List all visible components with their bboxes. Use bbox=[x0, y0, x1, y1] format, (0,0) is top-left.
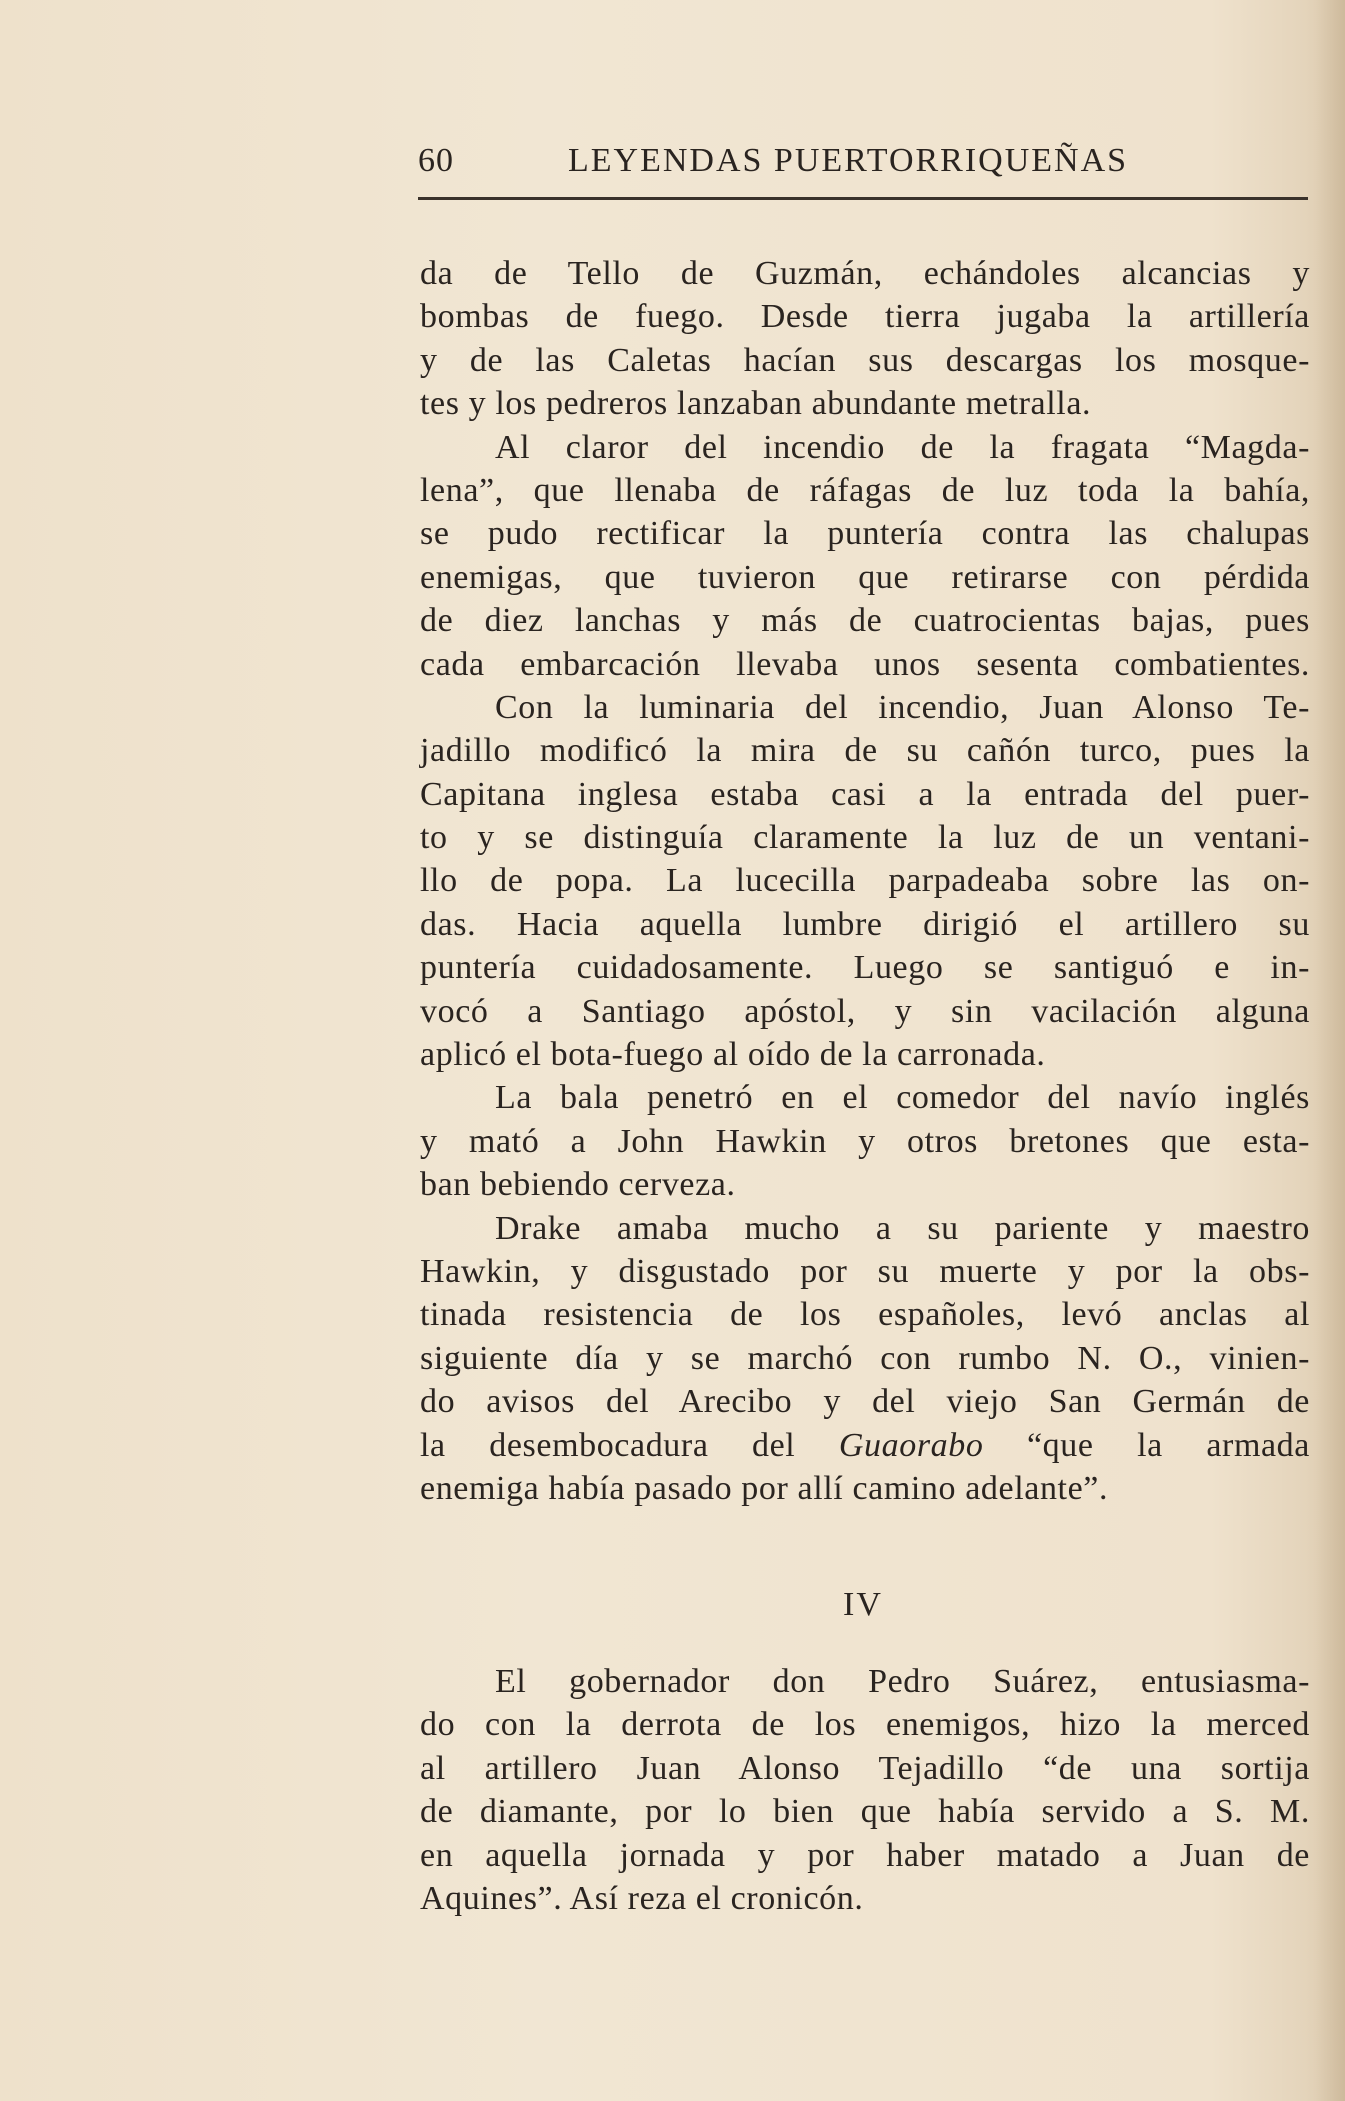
page-header bbox=[418, 142, 1308, 192]
text-line: enemigas, que tuvieron que retirarse con pérdida bbox=[420, 558, 1310, 596]
text-line: Hawkin, y disgustado por su muerte y por la obs- bbox=[420, 1252, 1310, 1290]
section-text bbox=[420, 1660, 1310, 1920]
text-line: enemiga había pasado por allí camino adelante”. bbox=[420, 1469, 1109, 1507]
text-line: da de Tello de Guzmán, echándoles alcancias y bbox=[420, 255, 1310, 292]
text-line: El gobernador don Pedro Suárez, entusiasma- bbox=[495, 1663, 1310, 1700]
text-line: se pudo rectificar la puntería contra las chalupas bbox=[420, 515, 1310, 553]
text-fragment: la desembocadura del bbox=[420, 1426, 796, 1464]
text-line: Al claror del incendio de la fragata “Magda- bbox=[495, 428, 1310, 466]
text-line: al artillero Juan Alonso Tejadillo “de una sortija bbox=[420, 1749, 1310, 1787]
text-line: das. Hacia aquella lumbre dirigió el artillero su bbox=[420, 905, 1310, 943]
text-line: aplicó el bota-fuego al oído de la carronada. bbox=[420, 1036, 1046, 1074]
running-title: LEYENDAS PUERTORRIQUEÑAS bbox=[568, 142, 1129, 179]
text-line: cada embarcación llevaba unos sesenta combatientes. bbox=[420, 645, 1310, 683]
text-line: vocó a Santiago apóstol, y sin vacilación alguna bbox=[420, 992, 1310, 1030]
page-edge-shadow bbox=[1315, 0, 1345, 2101]
text-line: lena”, que llenaba de ráfagas de luz toda la bahía, bbox=[420, 471, 1310, 509]
text-line: to y se distinguía claramente la luz de un ventani- bbox=[420, 819, 1310, 857]
text-line: tes y los pedreros lanzaban abundante metralla. bbox=[420, 385, 1092, 423]
header-rule bbox=[418, 197, 1308, 200]
text-line: La bala penetró en el comedor del navío inglés bbox=[495, 1079, 1310, 1117]
text-line: puntería cuidadosamente. Luego se santiguó e in- bbox=[420, 949, 1310, 987]
text-line: Aquines”. Así reza el cronicón. bbox=[420, 1879, 864, 1917]
text-line: de diez lanchas y más de cuatrocientas bajas, pues bbox=[420, 602, 1310, 640]
text-line: siguiente día y se marchó con rumbo N. O., vinien- bbox=[420, 1339, 1310, 1377]
body-text bbox=[420, 252, 1310, 1510]
section-number: IV bbox=[843, 1586, 883, 1623]
text-line-with-italic bbox=[420, 1424, 1310, 1467]
text-line: y mató a John Hawkin y otros bretones que esta- bbox=[420, 1122, 1310, 1160]
text-line: llo de popa. La lucecilla parpadeaba sobre las on- bbox=[420, 862, 1310, 900]
text-line: y de las Caletas hacían sus descargas los mosque- bbox=[420, 341, 1310, 379]
text-line: do con la derrota de los enemigos, hizo la merced bbox=[420, 1706, 1310, 1744]
text-line: do avisos del Arecibo y del viejo San Germán de bbox=[420, 1383, 1310, 1421]
text-line: jadillo modificó la mira de su cañón turco, pues la bbox=[420, 732, 1310, 770]
text-line: Drake amaba mucho a su pariente y maestro bbox=[495, 1209, 1310, 1247]
text-line: en aquella jornada y por haber matado a Juan de bbox=[420, 1836, 1310, 1874]
page-number: 60 bbox=[418, 142, 454, 179]
text-line: Con la luminaria del incendio, Juan Alonso Te- bbox=[495, 688, 1310, 726]
text-line: ban bebiendo cerveza. bbox=[420, 1166, 736, 1204]
italic-place-name: Guaorabo bbox=[838, 1426, 984, 1464]
text-line: Capitana inglesa estaba casi a la entrada del puer- bbox=[420, 775, 1310, 813]
text-line: tinada resistencia de los españoles, levó anclas al bbox=[420, 1296, 1310, 1334]
text-fragment: “que la armada bbox=[1026, 1426, 1310, 1464]
text-line: bombas de fuego. Desde tierra jugaba la artillería bbox=[420, 298, 1310, 336]
text-line: de diamante, por lo bien que había servido a S. M. bbox=[420, 1793, 1310, 1831]
